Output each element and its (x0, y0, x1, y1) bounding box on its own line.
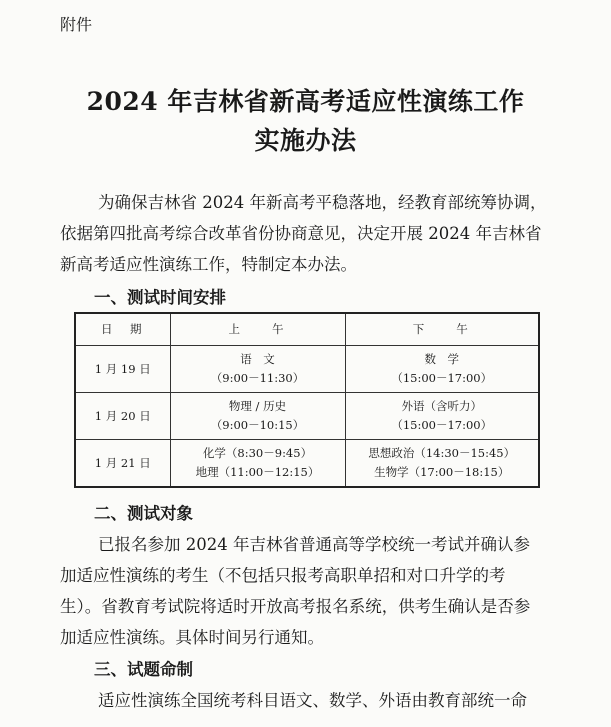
participants-line: 加适应性演练的考生（不包括只报考高职单招和对口升学的考 (60, 566, 506, 585)
table-header-row (75, 313, 539, 346)
date-cell: 1 月 19 日 (75, 346, 170, 393)
subject-text: 物理 / 历史 (228, 399, 287, 413)
section-heading-schedule: 一、测试时间安排 (94, 288, 226, 307)
morning-cell (170, 346, 345, 393)
date-cell: 1 月 20 日 (75, 393, 170, 440)
schedule-table (74, 312, 540, 488)
section-heading-participants: 二、测试对象 (94, 504, 193, 523)
date-cell: 1 月 21 日 (75, 440, 170, 488)
afternoon-cell (345, 393, 539, 440)
header-date: 日 期 (75, 313, 170, 346)
intro-line: 为确保吉林省 2024 年新高考平稳落地，经教育部统筹协调， (98, 193, 547, 212)
time-text: （15:00－17:00） (391, 371, 493, 385)
subject-time-text: 生物学（17:00－18:15） (374, 465, 510, 479)
intro-paragraph (60, 187, 560, 280)
participants-line: 已报名参加 2024 年吉林省普通高等学校统一考试并确认参 (98, 535, 530, 554)
subject-text: 外语（含听力） (401, 399, 482, 413)
subject-time-text: 化学（8:30－9:45） (202, 446, 313, 460)
time-text: （15:00－17:00） (391, 418, 493, 432)
afternoon-cell (345, 346, 539, 393)
time-text: （9:00－10:15） (210, 418, 305, 432)
header-afternoon: 下 午 (345, 313, 539, 346)
participants-line: 加适应性演练。具体时间另行通知。 (60, 628, 324, 647)
question-setting-line: 适应性演练全国统考科目语文、数学、外语由教育部统一命 (98, 691, 527, 710)
question-setting-paragraph (60, 685, 560, 716)
subject-text: 语 文 (240, 352, 275, 366)
table-row (75, 393, 539, 440)
participants-line: 生）。省教育考试院将适时开放高考报名系统，供考生确认是否参 (60, 597, 531, 616)
attachment-label: 附件 (60, 15, 93, 34)
morning-cell (170, 393, 345, 440)
section-heading-question-setting: 三、试题命制 (94, 660, 193, 679)
intro-line: 新高考适应性演练工作，特制定本办法。 (60, 255, 357, 274)
afternoon-cell (345, 440, 539, 488)
header-morning: 上 午 (170, 313, 345, 346)
table-row (75, 346, 539, 393)
morning-cell (170, 440, 345, 488)
document-title-line-1: 2024 年吉林省新高考适应性演练工作 (86, 87, 525, 116)
subject-time-text: 思想政治（14:30－15:45） (368, 446, 516, 460)
document-title-line-2: 实施办法 (254, 126, 357, 155)
subject-time-text: 地理（11:00－12:15） (195, 465, 320, 479)
subject-text: 数 学 (424, 352, 459, 366)
table-row (75, 440, 539, 488)
participants-paragraph (60, 529, 560, 653)
time-text: （9:00－11:30） (210, 371, 305, 385)
intro-line: 依据第四批高考综合改革省份协商意见，决定开展 2024 年吉林省 (60, 224, 542, 243)
